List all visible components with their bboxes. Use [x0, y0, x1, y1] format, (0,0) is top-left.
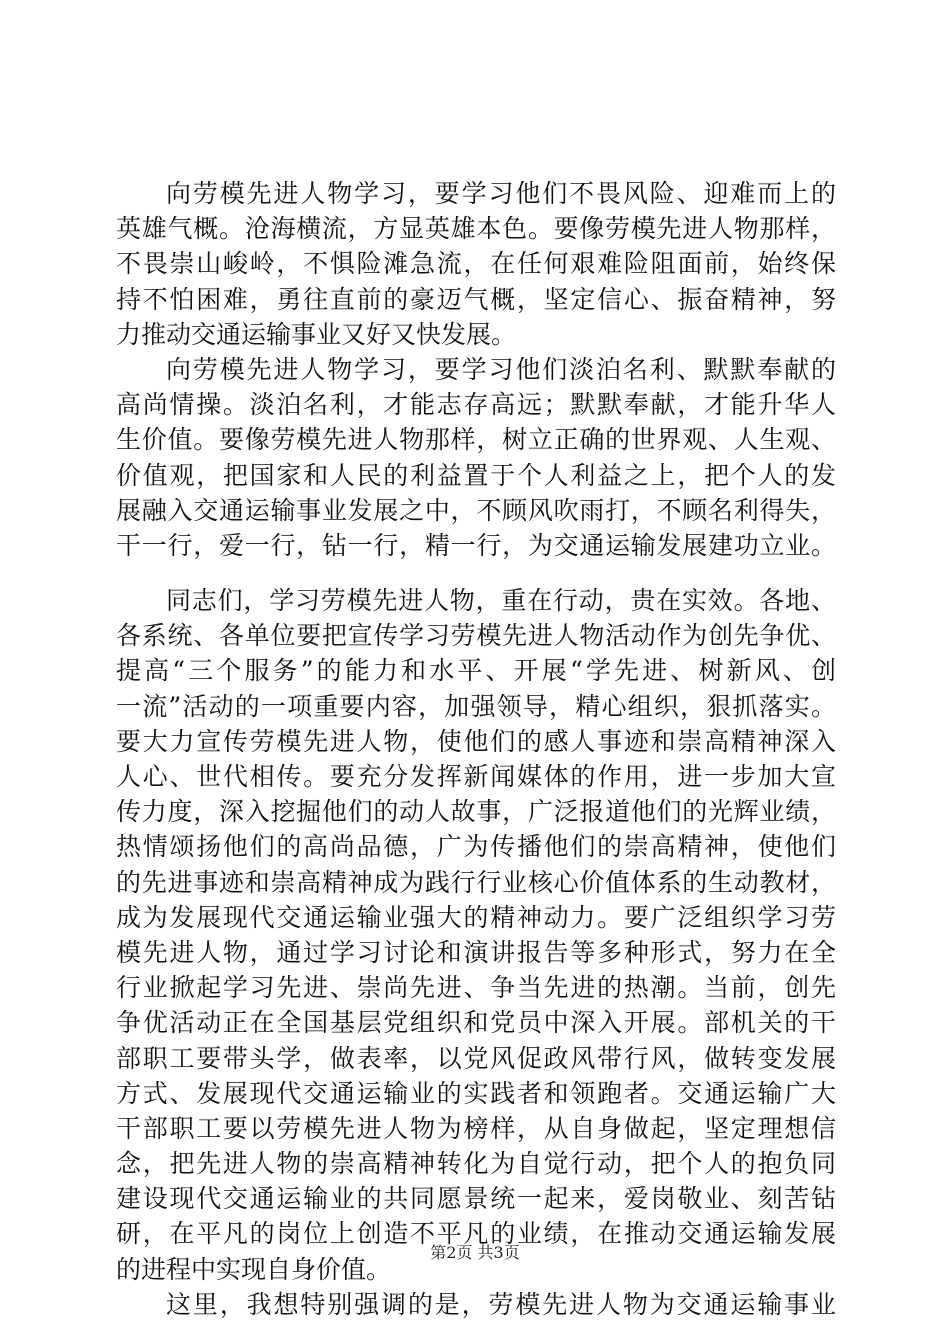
text-line: 建设现代交通运输业的共同愿景统一起来，爱岗敬业、刻苦钻: [116, 1184, 836, 1214]
text-line: 力推动交通运输事业又好又快发展。: [116, 319, 517, 349]
text-line: 要大力宣传劳模先进人物，使他们的感人事迹和崇高精神深入: [116, 726, 836, 756]
paragraph-1: [116, 176, 836, 352]
text-line: 各系统、各单位要把宣传学习劳模先进人物活动作为创先争优、: [116, 621, 836, 651]
text-line: 行业掀起学习先进、崇尚先进、争当先进的热潮。当前，创先: [116, 973, 836, 1003]
text-line: 一流”活动的一项重要内容，加强领导，精心组织，狠抓落实。: [116, 691, 836, 721]
text-line: 的先进事迹和崇高精神成为践行行业核心价值体系的生动教材，: [116, 867, 836, 897]
text-line: 干部职工要以劳模先进人物为榜样，从自身做起，坚定理想信: [116, 1113, 836, 1143]
text-line: 部职工要带头学，做表率，以党风促政风带行风，做转变发展: [116, 1043, 836, 1073]
text-line: 展融入交通运输事业发展之中，不顾风吹雨打，不顾名利得失，: [116, 495, 836, 525]
paragraph-gap: [116, 563, 836, 583]
text-line: 成为发展现代交通运输业强大的精神动力。要广泛组织学习劳: [116, 902, 836, 932]
text-line: 念，把先进人物的崇高精神转化为自觉行动，把个人的抱负同: [116, 1149, 836, 1179]
paragraph-3: [116, 583, 836, 1287]
document-body: [116, 176, 836, 1322]
text-line: 方式、发展现代交通运输业的实践者和领跑者。交通运输广大: [116, 1078, 836, 1108]
text-line: 向劳模先进人物学习，要学习他们淡泊名利、默默奉献的: [166, 354, 836, 384]
text-line: 模先进人物，通过学习讨论和演讲报告等多种形式，努力在全: [116, 937, 836, 967]
text-line: 同志们，学习劳模先进人物，重在行动，贵在实效。各地、: [166, 586, 836, 616]
text-line: 英雄气概。沧海横流，方显英雄本色。要像劳模先进人物那样，: [116, 214, 836, 244]
text-line: 传力度，深入挖掘他们的动人故事，广泛报道他们的光辉业绩，: [116, 797, 836, 827]
text-line: 的进程中实现自身价值。: [116, 1254, 392, 1284]
text-line: 向劳模先进人物学习，要学习他们不畏风险、迎难而上的: [166, 179, 836, 208]
text-line: 研，在平凡的岗位上创造不平凡的业绩，在推动交通运输发展: [116, 1219, 836, 1249]
paragraph-2: [116, 352, 836, 563]
text-line: 这里，我想特别强调的是，劳模先进人物为交通运输事业: [166, 1289, 836, 1319]
text-line: 争优活动正在全国基层党组织和党员中深入开展。部机关的干: [116, 1008, 836, 1038]
text-line: 干一行，爱一行，钻一行，精一行，为交通运输发展建功立业。: [116, 530, 836, 560]
text-line: 持不怕困难，勇往直前的豪迈气概，坚定信心、振奋精神，努: [116, 284, 836, 314]
text-line: 高尚情操。淡泊名利，才能志存高远；默默奉献，才能升华人: [116, 390, 836, 420]
text-line: 提高“三个服务”的能力和水平、开展“学先进、树新风、创: [116, 656, 836, 686]
text-line: 生价值。要像劳模先进人物那样，树立正确的世界观、人生观、: [116, 425, 836, 455]
page-number-footer: 第2页 共3页: [430, 1243, 520, 1262]
text-line: 不畏崇山峻岭，不惧险滩急流，在任何艰难险阻面前，始终保: [116, 249, 836, 279]
text-line: 热情颂扬他们的高尚品德，广为传播他们的崇高精神，使他们: [116, 832, 836, 862]
paragraph-4: [116, 1287, 836, 1322]
text-line: 人心、世代相传。要充分发挥新闻媒体的作用，进一步加大宣: [116, 762, 836, 791]
text-line: 价值观，把国家和人民的利益置于个人利益之上，把个人的发: [116, 460, 836, 490]
